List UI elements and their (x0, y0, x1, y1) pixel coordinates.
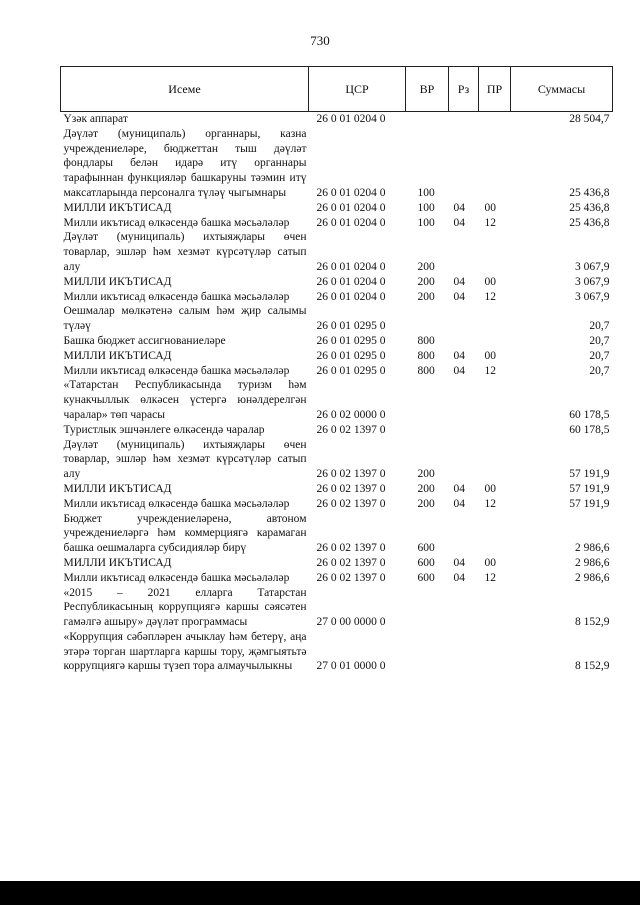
table-row (61, 304, 613, 334)
cell-vr (406, 304, 449, 334)
table-row (61, 512, 613, 556)
table-row (61, 230, 613, 274)
cell-rz (449, 304, 479, 334)
cell-rz: 04 (453, 216, 465, 229)
cell-name: Оешмалар мөлкәтенә салым һәм җир салымы түләү (63, 305, 307, 333)
cell-name: Дәүләт (муниципаль) ихтыяҗлары өчен товарлар, эшләр һәм хезмәт күрсәтүләр сатып алу (63, 438, 307, 481)
cell-sum: 57 191,9 (569, 482, 610, 495)
cell-rz (449, 334, 479, 349)
cell-csr: 26 0 02 1397 0 (316, 571, 386, 584)
cell-csr: 26 0 01 0204 0 (316, 201, 386, 214)
cell-sum: 60 178,5 (569, 408, 610, 421)
cell-csr: 26 0 01 0204 0 (316, 186, 386, 199)
cell-csr: 26 0 02 1397 0 (316, 482, 386, 495)
cell-csr: 26 0 01 0204 0 (316, 260, 386, 273)
cell-pr: 00 (484, 482, 496, 495)
table-row (61, 556, 613, 571)
header-sum: Суммасы (511, 67, 613, 112)
table-row (61, 364, 613, 379)
cell-name: МИЛЛИ ИКЪТИСАД (63, 482, 172, 495)
cell-rz: 04 (453, 497, 465, 510)
cell-pr (479, 630, 511, 674)
header-rz: Рз (449, 67, 479, 112)
cell-csr: 26 0 01 0204 0 (316, 113, 386, 125)
cell-csr: 26 0 02 0000 0 (316, 408, 386, 421)
cell-vr: 600 (417, 542, 435, 555)
cell-vr: 200 (417, 275, 435, 288)
cell-name: «2015 – 2021 елларга Татарстан Республикасының коррупциягә каршы сәясәтен гамәлгә ашыру» дәүләт программасы (63, 586, 307, 629)
cell-vr: 100 (417, 186, 435, 199)
cell-rz: 04 (453, 556, 465, 569)
table-row (61, 275, 613, 290)
cell-csr: 26 0 01 0295 0 (316, 334, 386, 347)
cell-rz (449, 127, 479, 201)
cell-sum: 57 191,9 (569, 497, 610, 510)
cell-sum: 2 986,6 (575, 556, 610, 569)
cell-csr: 27 0 01 0000 0 (316, 660, 386, 673)
table-row (61, 630, 613, 674)
cell-name: «Коррупция сәбәпләрен ачыклау һәм бетерү, аңа этәрә торган шартларга каршы тору, җәмгыятьтә коррупциягә каршы түзеп тора алмаучылыкны (63, 630, 307, 673)
budget-table (60, 66, 613, 674)
table-row (61, 290, 613, 305)
cell-pr (479, 127, 511, 201)
cell-csr: 26 0 02 1397 0 (316, 556, 386, 569)
cell-csr: 26 0 01 0204 0 (316, 290, 386, 303)
cell-vr: 100 (417, 216, 435, 229)
cell-name: Бюджет учреждениеләренә, автоном учреждениеләргә һәм коммерциягә карамаган башка оешмаларга субсидияләр бирү (63, 512, 307, 555)
table-row (61, 571, 613, 586)
table-row (61, 334, 613, 349)
cell-vr: 200 (417, 260, 435, 273)
cell-vr (406, 630, 449, 674)
cell-csr: 26 0 01 0295 0 (316, 349, 386, 362)
cell-rz: 04 (453, 571, 465, 584)
cell-csr: 26 0 01 0295 0 (316, 364, 386, 377)
cell-name: «Татарстан Республикасында туризм һәм кунакчыллык өлкәсен үстергә юнәлдерелгән чаралар» төп чарасы (63, 379, 307, 421)
cell-csr: 26 0 01 0295 0 (316, 320, 386, 333)
cell-vr: 100 (417, 201, 435, 214)
cell-rz (449, 586, 479, 630)
cell-name: Үзәк аппарат (63, 113, 128, 125)
table-row (61, 349, 613, 364)
table-row (61, 586, 613, 630)
cell-name: Милли икътисад өлкәсендә башка мәсьәләләр (63, 497, 290, 510)
cell-name: МИЛЛИ ИКЪТИСАД (63, 556, 172, 569)
cell-sum: 25 436,8 (569, 186, 610, 199)
cell-sum: 8 152,9 (575, 616, 610, 629)
cell-sum: 2 986,6 (575, 571, 610, 584)
scan-bottom-edge (0, 881, 640, 905)
cell-name: Дәүләт (муниципаль) ихтыяҗлары өчен товарлар, эшләр һәм хезмәт күрсәтүләр сатып алу (63, 231, 307, 273)
cell-vr: 200 (417, 497, 435, 510)
cell-csr: 26 0 01 0204 0 (316, 275, 386, 288)
cell-csr: 26 0 01 0204 0 (316, 216, 386, 229)
cell-pr: 00 (484, 349, 496, 362)
cell-csr: 26 0 02 1397 0 (316, 542, 386, 555)
cell-sum: 20,7 (589, 364, 610, 377)
cell-pr (479, 230, 511, 274)
table-row (61, 438, 613, 482)
cell-vr: 800 (417, 349, 435, 362)
cell-rz (449, 630, 479, 674)
cell-rz: 04 (453, 349, 465, 362)
cell-rz (449, 378, 479, 422)
cell-pr (479, 438, 511, 482)
cell-rz: 04 (453, 275, 465, 288)
table-row (61, 482, 613, 497)
cell-sum: 8 152,9 (575, 660, 610, 673)
cell-rz: 04 (453, 482, 465, 495)
cell-pr (479, 378, 511, 422)
cell-vr (406, 378, 449, 422)
cell-sum: 2 986,6 (575, 542, 610, 555)
cell-rz: 04 (453, 364, 465, 377)
cell-name: Милли икътисад өлкәсендә башка мәсьәләләр (63, 216, 290, 229)
cell-pr: 12 (484, 216, 496, 229)
cell-sum: 25 436,8 (569, 201, 610, 214)
cell-rz (449, 438, 479, 482)
cell-pr (479, 423, 511, 438)
header-pr: ПР (479, 67, 511, 112)
page-number: 730 (310, 33, 330, 48)
table-row (61, 112, 613, 127)
cell-rz: 04 (453, 290, 465, 303)
cell-vr: 800 (417, 334, 435, 347)
cell-name: Милли икътисад өлкәсендә башка мәсьәләләр (63, 290, 290, 303)
cell-name: МИЛЛИ ИКЪТИСАД (63, 201, 172, 214)
cell-pr: 12 (484, 497, 496, 510)
table-row (61, 201, 613, 216)
cell-csr: 27 0 00 0000 0 (316, 616, 386, 629)
header-csr: ЦСР (309, 67, 406, 112)
cell-sum: 20,7 (589, 334, 610, 347)
cell-sum: 60 178,5 (569, 423, 610, 436)
header-name: Исеме (61, 67, 309, 112)
cell-csr: 26 0 02 1397 0 (316, 423, 386, 436)
cell-sum: 57 191,9 (569, 468, 610, 481)
cell-sum: 3 067,9 (575, 290, 610, 303)
table-row (61, 497, 613, 512)
cell-sum: 20,7 (589, 349, 610, 362)
cell-vr: 600 (417, 571, 435, 584)
cell-pr: 00 (484, 275, 496, 288)
table-header-row (61, 67, 613, 112)
cell-sum: 25 436,8 (569, 216, 610, 229)
cell-sum: 28 504,7 (569, 113, 610, 125)
cell-sum: 3 067,9 (575, 260, 610, 273)
cell-vr: 800 (417, 364, 435, 377)
cell-name: Башка бюджет ассигнованиеләре (63, 334, 226, 347)
cell-sum: 3 067,9 (575, 275, 610, 288)
cell-pr (479, 512, 511, 556)
cell-csr: 26 0 02 1397 0 (316, 497, 386, 510)
cell-rz (449, 230, 479, 274)
cell-vr: 200 (417, 290, 435, 303)
cell-rz: 04 (453, 201, 465, 214)
cell-pr: 12 (484, 571, 496, 584)
cell-pr: 00 (484, 556, 496, 569)
cell-pr (479, 112, 511, 127)
cell-pr (479, 334, 511, 349)
cell-name: Туристлык эшчәнлеге өлкәсендә чаралар (63, 423, 265, 436)
cell-name: Милли икътисад өлкәсендә башка мәсьәләләр (63, 571, 290, 584)
cell-pr: 12 (484, 290, 496, 303)
cell-name: Дәүләт (муниципаль) органнары, казна учреждениеләре, бюджеттан тыш дәүләт фондлары белән идарә итү органнары тарафыннан функцияләр башкаруны тәэмин итү максатларында персоналга түләү чыгымнары (63, 127, 307, 199)
table-row (61, 216, 613, 231)
table-row (61, 423, 613, 438)
cell-name: МИЛЛИ ИКЪТИСАД (63, 349, 172, 362)
table-row (61, 127, 613, 201)
cell-pr (479, 586, 511, 630)
cell-vr: 600 (417, 556, 435, 569)
cell-name: Милли икътисад өлкәсендә башка мәсьәләләр (63, 364, 290, 377)
cell-vr (406, 586, 449, 630)
cell-pr: 12 (484, 364, 496, 377)
cell-vr (406, 423, 449, 438)
cell-rz (449, 112, 479, 127)
cell-pr (479, 304, 511, 334)
table-row (61, 378, 613, 422)
cell-vr (406, 112, 449, 127)
cell-sum: 20,7 (589, 320, 610, 333)
header-vr: ВР (406, 67, 449, 112)
cell-name: МИЛЛИ ИКЪТИСАД (63, 275, 172, 288)
cell-rz (449, 423, 479, 438)
cell-vr: 200 (417, 468, 435, 481)
cell-csr: 26 0 02 1397 0 (316, 468, 386, 481)
cell-pr: 00 (484, 201, 496, 214)
cell-vr: 200 (417, 482, 435, 495)
cell-rz (449, 512, 479, 556)
